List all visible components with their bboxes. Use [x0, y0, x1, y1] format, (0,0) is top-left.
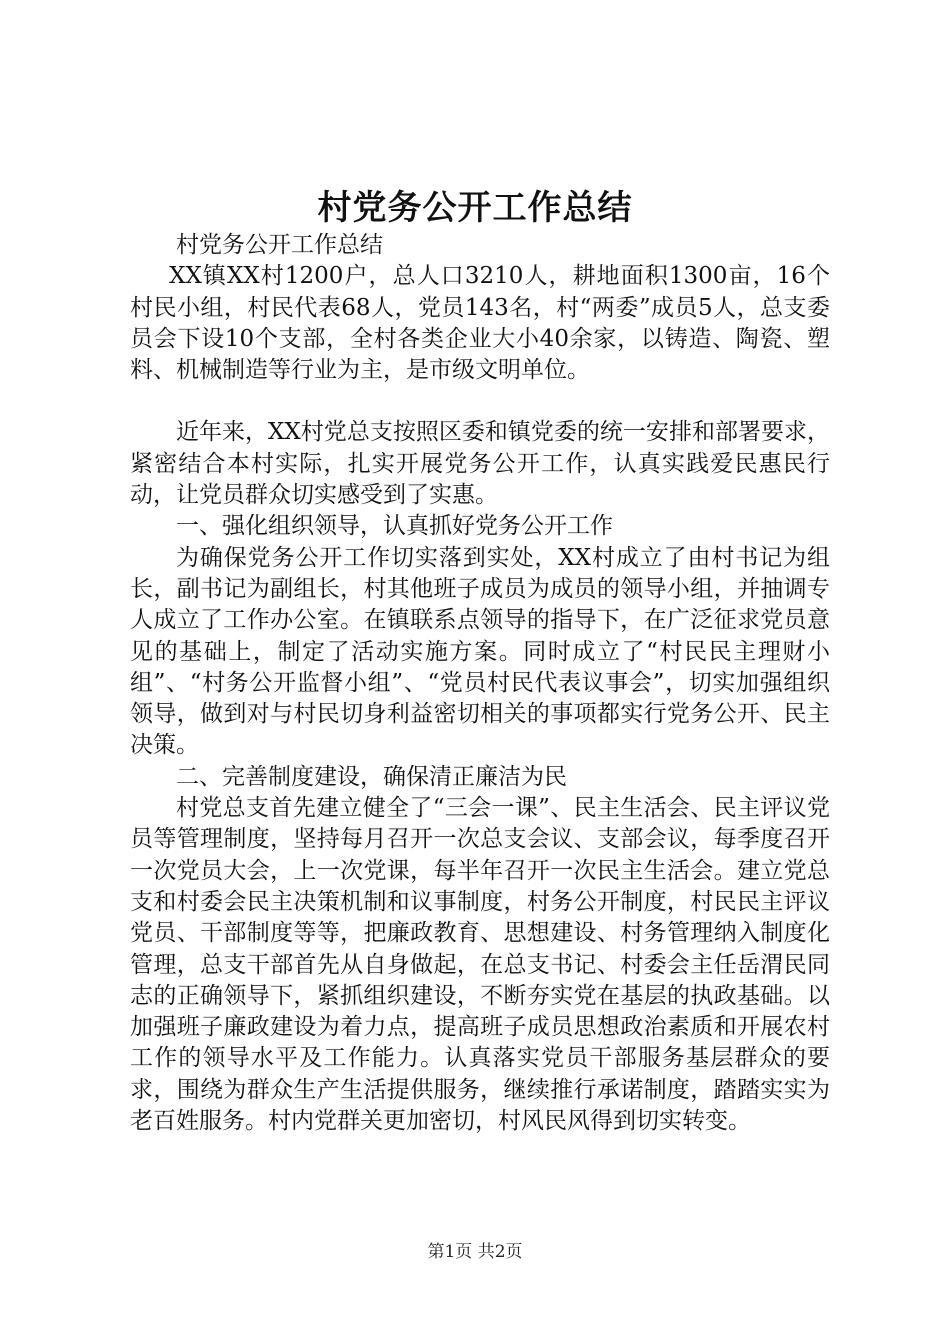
paragraph-section-1: 为确保党务公开工作切实落到实处，XX村成立了由村书记为组长，副书记为副组长，村其他班子成员为成员的领导小组，并抽调专人成立了工作办公室。在镇联系点领导的指导下，在广泛征求党员意见的基础上，制定了活动实施方案。同时成立了“村民民主理财小组”、“村务公开监督小组”、“党员村民代表议事会”，切实加强组织领导，做到对与村民切身利益密切相关的事项都实行党务公开、民主决策。	[130, 544, 830, 759]
document-title: 村党务公开工作总结	[317, 188, 633, 228]
page-number-footer: 第1页 共2页	[427, 1242, 523, 1262]
document-body	[130, 230, 830, 1137]
paragraph-section-2: 村党总支首先建立健全了“三会一课”、民主生活会、民主评议党员等管理制度，坚持每月召开一次总支会议、支部会议，每季度召开一次党员大会，上一次党课，每半年召开一次民主生活会。建立党总支和村委会民主决策机制和议事制度，村务公开制度，村民民主评议党员、干部制度等等，把廉政教育、思想建设、村务管理纳入制度化管理，总支干部首先从自身做起，在总支书记、村委会主任岳渭民同志的正确领导下，紧抓组织建设，不断夯实党在基层的执政基础。以加强班子廉政建设为着力点，提高班子成员思想政治素质和开展农村工作的领导水平及工作能力。认真落实党员干部服务基层群众的要求，围绕为群众生产生活提供服务，继续推行承诺制度，踏踏实实为老百姓服务。村内党群关更加密切，村风民风得到切实转变。	[130, 795, 830, 1135]
section-heading-1: 一、强化组织领导，认真抓好党务公开工作	[176, 513, 613, 540]
section-heading-2: 二、完善制度建设，确保清正廉洁为民	[176, 763, 567, 790]
paragraph-village-overview: XX镇XX村1200户，总人口3210人，耕地面积1300亩，16个村民小组，村民代表68人，党员143名，村“两委”成员5人，总支委员会下设10个支部，全村各类企业大小40余家，以铸造、陶瓷、塑料、机械制造等行业为主，是市级文明单位。	[130, 263, 830, 384]
paragraph-subtitle: 村党务公开工作总结	[176, 232, 383, 258]
paragraph-introduction: 近年来，XX村党总支按照区委和镇党委的统一安排和部署要求，紧密结合本村实际，扎实开展党务公开工作，认真实践爱民惠民行动，让党员群众切实感受到了实惠。	[130, 419, 830, 509]
